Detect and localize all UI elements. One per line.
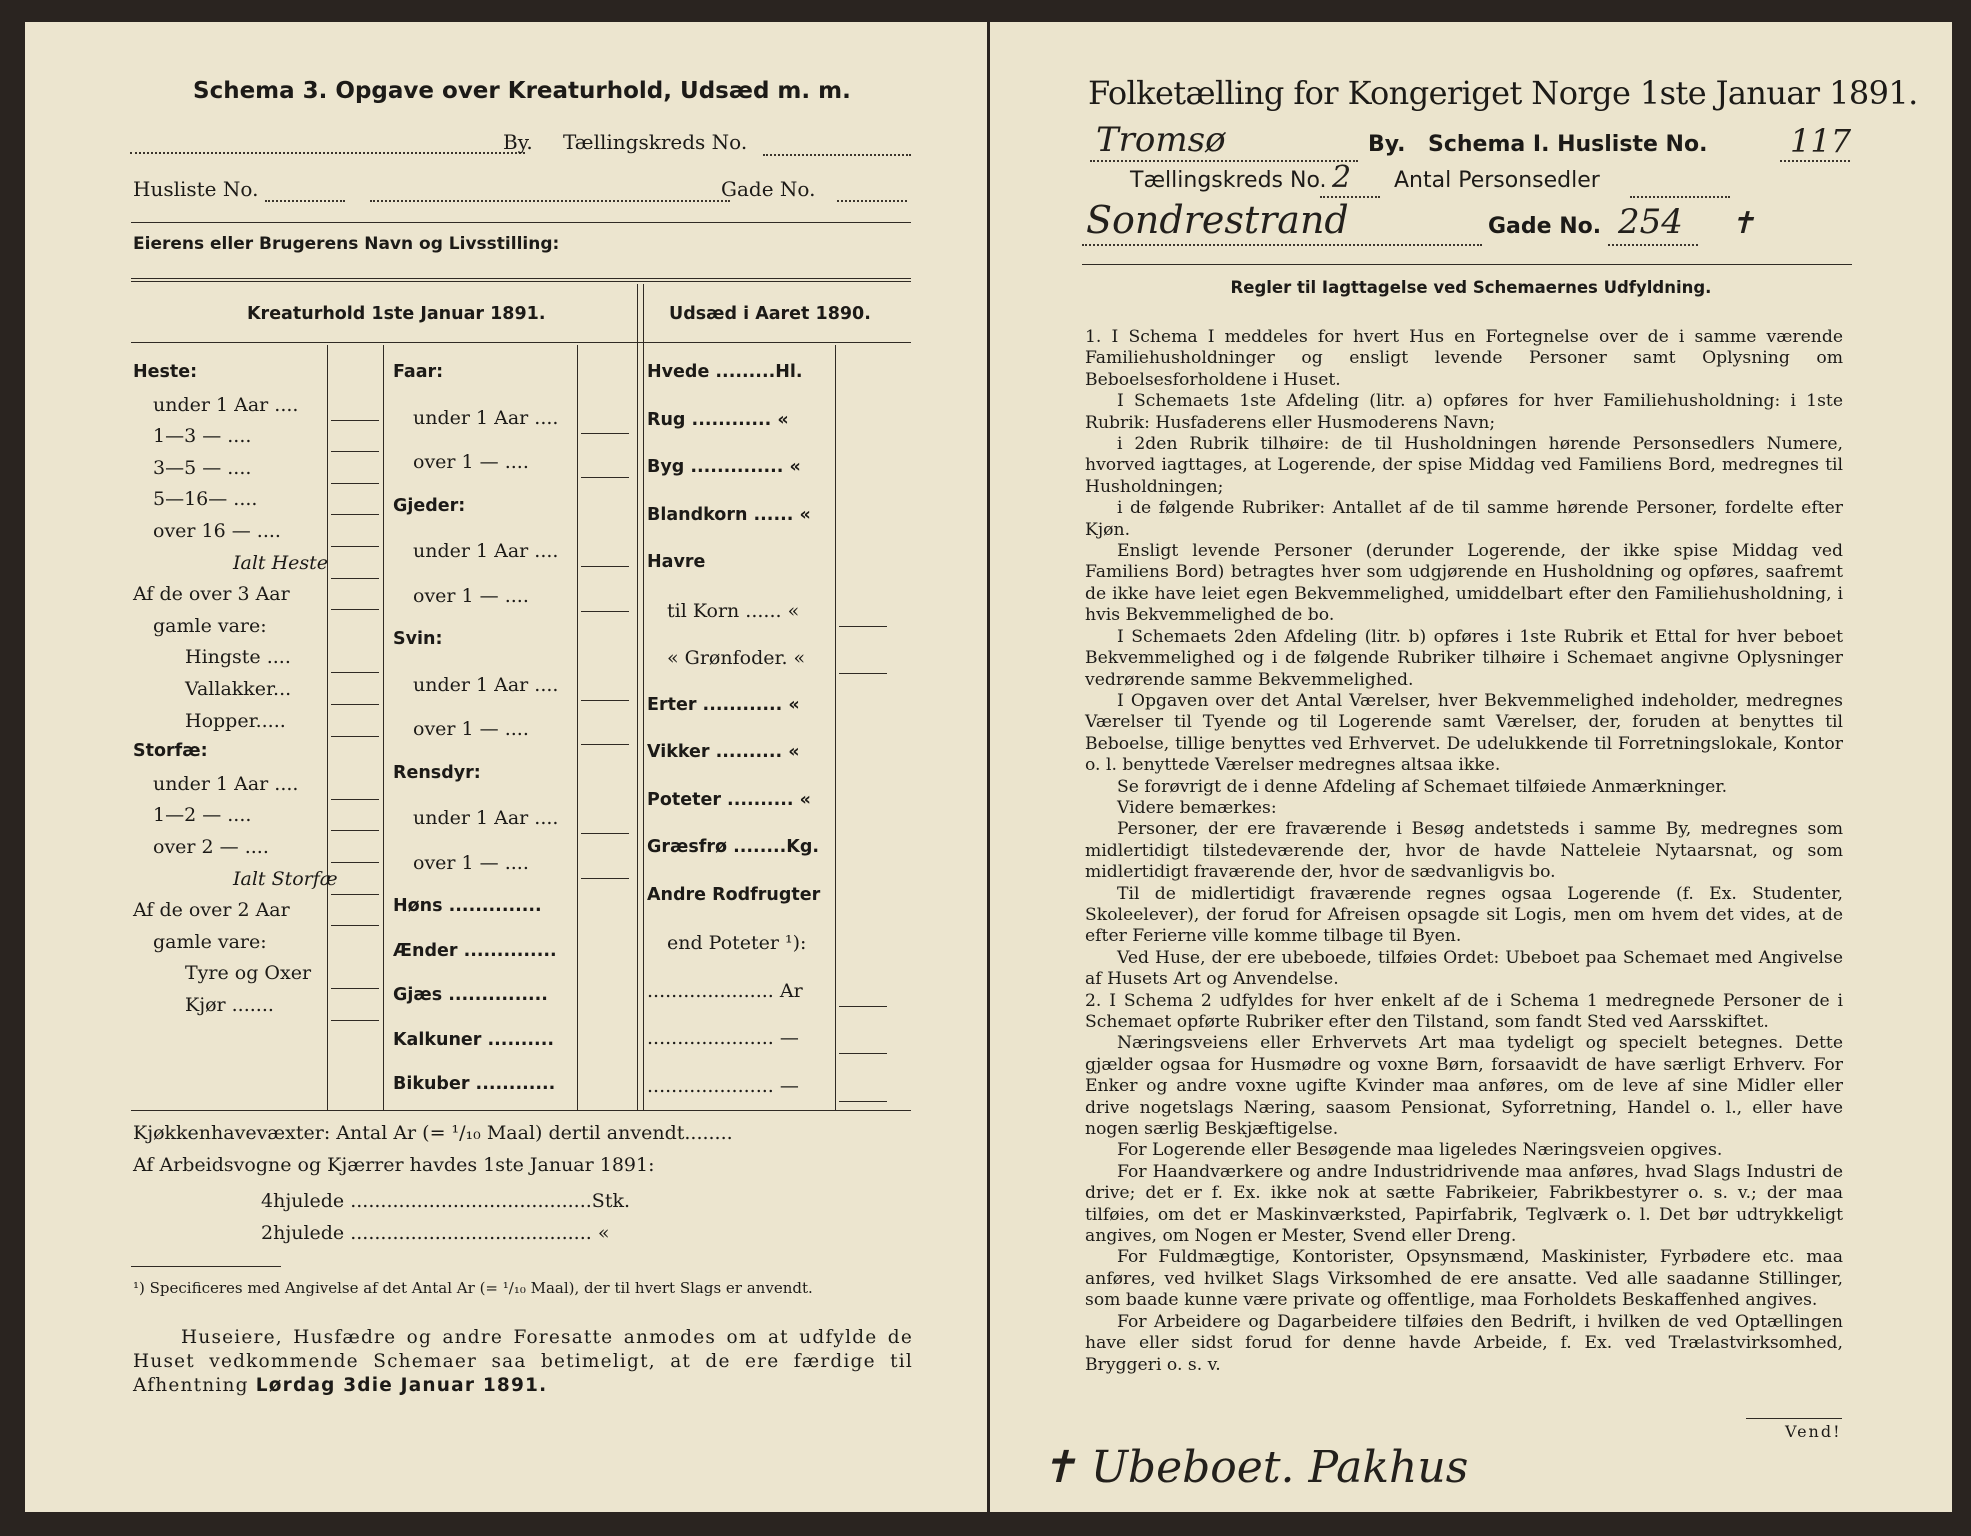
col1-row: Hingste .... [185,646,291,669]
entry-line[interactable] [581,833,629,834]
entry-line[interactable] [839,673,887,674]
col1-row: 3—5 — .... [153,456,252,479]
col1-row: Af de over 3 Aar [133,583,290,606]
street-handwritten[interactable]: Sondrestrand [1086,198,1349,242]
schema3-title: Schema 3. Opgave over Kreaturhold, Udsæd m. m. [193,78,851,104]
entry-line[interactable] [331,894,379,895]
col2-row: under 1 Aar .... [413,807,559,829]
entry-line[interactable] [581,700,629,701]
entry-line[interactable] [331,925,379,926]
entry-line[interactable] [331,609,379,610]
col1-row: gamle vare: [153,930,267,953]
col1-row: Af de over 2 Aar [133,899,290,922]
col3-row: end Poteter ¹): [667,932,807,954]
col1-row: under 1 Aar .... [153,393,299,416]
col2-row: Gjeder: [393,495,466,516]
col1-row: Storfæ: [133,741,208,762]
col3-row: Andre Rodfrugter [647,884,821,905]
col1-row: 1—3 — .... [153,425,252,448]
entry-line[interactable] [331,736,379,737]
col3-row: « Grønfoder. « [667,647,806,669]
col3-row: Græsfrø ........Kg. [647,837,820,857]
entry-line[interactable] [331,988,379,989]
right-page [990,22,1952,1512]
col3-row: Blandkorn ...... « [647,504,811,525]
entry-line[interactable] [581,566,629,567]
rule-paragraph: Personer, der ere fraværende i Besøg andetsteds i samme By, medregnes som midlertidigt tilstedeværende der, hvor de havde Natteleie Nytaarsnat, og som midlertidigt fraværende der, hvor de sædvanligvis bo. [1085,819,1843,883]
entry-line[interactable] [331,862,379,863]
husliste-no[interactable]: 117 [1790,122,1852,160]
entry-line[interactable] [581,477,629,478]
rule-paragraph: Næringsveiens eller Erhvervets Art maa tydeligt og specielt betegnes. Dette gjælder ogsaa for Husmødre og voxne Børn, forsaavidt de have særligt Erhverv. For Enker og andre voxne ugifte Kvinder maa anføres, om de leve af sine Midler eller drive nogetslags Næring, saasom Pensionat, Syforretning, Handel o. l., eller have nogen særlig Beskjæftigelse. [1085,1033,1843,1140]
entry-line[interactable] [331,1020,379,1021]
entry-line[interactable] [331,578,379,579]
by-label-right: By. [1368,132,1406,157]
col3-row: Hvede .........Hl. [647,362,803,382]
rule-paragraph: i de følgende Rubriker: Antallet af de til samme hørende Personer, fordelte efter Kjøn. [1085,498,1843,540]
entry-line[interactable] [331,514,379,515]
vend-label: Vend! [1785,1422,1842,1441]
col1-row: gamle vare: [153,614,267,637]
col1-row: Tyre og Oxer [185,962,312,985]
cross-mark: ✝ [1730,206,1756,241]
taellingskreds-label: Tællingskreds No. [563,130,748,154]
col3-row: Erter ............ « [647,694,800,715]
col1-row: Heste: [133,362,198,382]
rule-paragraph: I Schemaets 2den Afdeling (litr. b) opføres i 1ste Rubrik et Ettal for hver beboet Bekvemmelighed og i de følgende Rubriker tilhøire i Schemaet angivne Oplysninger vedrørende samme Bekvemmelighed. [1085,626,1843,690]
city-handwritten[interactable]: Tromsø [1096,120,1226,160]
col2-row: under 1 Aar .... [413,540,559,562]
col3-row: til Korn ...... « [667,599,800,622]
col3-row: Havre [647,552,706,572]
col2-row: Bikuber ............ [393,1074,556,1094]
col1-row: under 1 Aar .... [153,772,299,795]
col1-row: Kjør ....... [185,994,274,1016]
taellingskreds-label-right: Tællingskreds No. [1130,168,1327,193]
entry-line[interactable] [581,433,629,434]
entry-line[interactable] [581,878,629,879]
rule-paragraph: For Logerende eller Besøgende maa ligeledes Næringsveien opgives. [1117,1140,1723,1161]
col2-row: under 1 Aar .... [413,673,559,696]
col2-row: Faar: [393,362,444,382]
rule-paragraph: Ensligt levende Personer (derunder Logerende, der ikke spise Middag ved Familiens Bord) betragtes hver som udgjørende en Husholdning og opføres, saafremt de ikke have leiet egen Bekvemmelighed, umiddelbart efter den Familiehusholdning, i hvis Bekvemmelighed de bo. [1085,541,1843,626]
entry-line[interactable] [331,704,379,705]
fire-hjul-line: 4hjulede ........................................Stk. [261,1190,631,1212]
col2-row: Gjæs ............... [393,985,548,1005]
kjokken-line: Kjøkkenhavevæxter: Antal Ar (= ¹/₁₀ Maal) dertil anvendt........ [133,1122,733,1144]
rule-paragraph: Se forøvrigt de i denne Afdeling af Schemaet tilføiede Anmærkninger. [1117,776,1728,797]
by-label: By. [503,130,533,154]
entry-line[interactable] [839,1053,887,1054]
entry-line[interactable] [839,626,887,627]
col2-row: under 1 Aar .... [413,406,559,429]
taellingskreds-no[interactable]: 2 [1332,160,1352,195]
col2-row: Svin: [393,629,443,649]
owner-label: Eierens eller Brugerens Navn og Livsstilling: [133,234,560,254]
col3-row: Rug ............ « [647,409,789,430]
col2-row: Ænder .............. [393,940,557,961]
gade-label: Gade No. [721,177,816,201]
col2-row: over 1 — .... [413,851,529,874]
col3-row: Byg .............. « [647,457,801,477]
entry-line[interactable] [581,611,629,612]
entry-line[interactable] [331,451,379,452]
city-field[interactable] [130,128,525,154]
gade-no[interactable]: 254 [1618,202,1683,242]
col1-row: over 16 — .... [153,520,281,542]
rule-paragraph: 1. I Schema I meddeles for hvert Hus en Fortegnelse over de i samme værende Familiehusholdninger og ensligt levende Personer samt Oplysning om Beboelsesforholdene i Huset. [1085,327,1843,390]
col2-row: over 1 — .... [413,718,529,740]
arbeidsvogne-line: Af Arbeidsvogne og Kjærrer havdes 1ste Januar 1891: [133,1154,655,1176]
col1-row: Hopper..... [185,709,286,732]
col3-row: ..................... — [647,1027,799,1049]
entry-line[interactable] [331,799,379,800]
entry-line[interactable] [839,1006,887,1007]
col1-row: Vallakker... [185,678,292,700]
col3-row: Vikker .......... « [647,742,800,762]
entry-line[interactable] [331,546,379,547]
entry-line[interactable] [331,830,379,831]
to-hjul-line: 2hjulede ........................................ « [261,1222,610,1244]
col3-row: ..................... — [647,1074,799,1097]
entry-line[interactable] [331,420,379,421]
col2-row: Kalkuner .......... [393,1029,554,1050]
rule-paragraph: Til de midlertidigt fraværende regnes ogsaa Logerende (f. Ex. Studenter, Skoleelever), der forud for Afreisen opsagde sit Logis, men om hvem det vides, at de efter Ferierne ville komme tilbage til Byen. [1085,883,1843,947]
col2-row: Høns .............. [393,896,542,916]
col1-row: Ialt Heste [233,551,329,574]
rules-body [1085,327,1843,1376]
rule-paragraph: For Arbeidere og Dagarbeidere tilføies den Bedrift, i hvilken de ved Optællingen have eller sidst forud for denne havde Arbeide, f. Ex. ved Trælastvirksomhed, Bryggeri o. s. v. [1085,1311,1843,1375]
entry-line[interactable] [581,744,629,745]
entry-line[interactable] [331,672,379,673]
husliste-label: Husliste No. [133,177,259,201]
rules-title: Regler til Iagttagelse ved Schemaernes Udfyldning. [1230,278,1712,297]
schema1-label: Schema I. Husliste No. [1428,132,1708,157]
rule-paragraph: For Fuldmægtige, Kontorister, Opsynsmænd, Maskinister, Fyrbødere etc. maa anføres, ved hvilket Slags Virksomhed de ere ansatte. Ved alle saadanne Stillinger, som baade kunne være private og offentlige, maa Forholdets Beskaffenhed angives. [1085,1247,1843,1311]
rule-paragraph: Ved Huse, der ere ubeboede, tilføies Ordet: Ubeboet paa Schemaet med Angivelse af Husets Art og Anvendelse. [1085,947,1843,990]
antal-label: Antal Personsedler [1394,168,1600,193]
rule-paragraph: 2. I Schema 2 udfyldes for hver enkelt af de i Schema 1 medregnede Personer de i Schemaet opførte Rubriker efter den Tilstand, som fandt Sted ved Aarsskiftet. [1085,990,1843,1032]
col1-row: over 2 — .... [153,836,269,858]
left-page [25,22,987,1512]
kreaturhold-header: Kreaturhold 1ste Januar 1891. [247,304,546,324]
col2-row: over 1 — .... [413,584,529,607]
handwritten-note: ✝ Ubeboet. Pakhus [1040,1442,1469,1493]
udsaed-header: Udsæd i Aaret 1890. [669,304,871,324]
col2-row: Rensdyr: [393,762,481,783]
entry-line[interactable] [331,483,379,484]
footnote: ¹) Specificeres med Angivelse af det Antal Ar (= ¹/₁₀ Maal), der til hvert Slags er anvendt. [133,1279,813,1297]
rule-paragraph: I Schemaets 1ste Afdeling (litr. a) opføres for hver Familiehusholdning: i 1ste Rubrik: Husfaderens eller Husmoderens Navn; [1085,391,1843,433]
rule-paragraph: Videre bemærkes: [1117,797,1277,818]
col3-row: ..................... Ar [647,979,803,1002]
col1-row: Ialt Storfæ [233,867,338,890]
census-title: Folketælling for Kongeriget Norge 1ste Januar 1891. [1088,74,1918,112]
col3-row: Poteter .......... « [647,789,811,810]
gade-label-right: Gade No. [1488,214,1602,239]
col1-row: 5—16— .... [153,488,258,511]
rule-paragraph: For Haandværkere og andre Industridrivende maa anføres, hvad Slags Industri de drive; det er f. Ex. ikke nok at sætte Fabrikeier, Fabrikbestyrer o. s. v.; der maa tilføies, om det er Maskinværksted, Papirfabrik, Teglværk o. l. Det bør udtrykkeligt angives, om Nogen er Mester, Svend eller Dreng. [1085,1161,1843,1247]
col1-row: 1—2 — .... [153,804,252,827]
entry-line[interactable] [839,1101,887,1102]
col2-row: over 1 — .... [413,451,529,473]
bottom-paragraph: Huseiere, Husfædre og andre Foresatte anmodes om at udfylde de Huset vedkommende Schemaer saa betimeligt, at de ere færdige til Afhentning Lørdag 3die Januar 1891. [133,1327,913,1396]
rule-paragraph: i 2den Rubrik tilhøire: de til Husholdningen hørende Personsedlers Numere, hvorved iagttages, at Logerende, der spise Middag ved Familiens Bord, medregnes til Husholdningen; [1085,434,1843,497]
rule-paragraph: I Opgaven over det Antal Værelser, hver Bekvemmelighed indeholder, medregnes Værelser til Tyende og til Logerende samt Værelser, der, foruden at benyttes til Beboelse, tillige benyttes ved Erhvervet. De udelukkende til Forretningslokale, Kontor o. l. benyttede Værelser medregnes altsaa ikke. [1085,690,1843,776]
